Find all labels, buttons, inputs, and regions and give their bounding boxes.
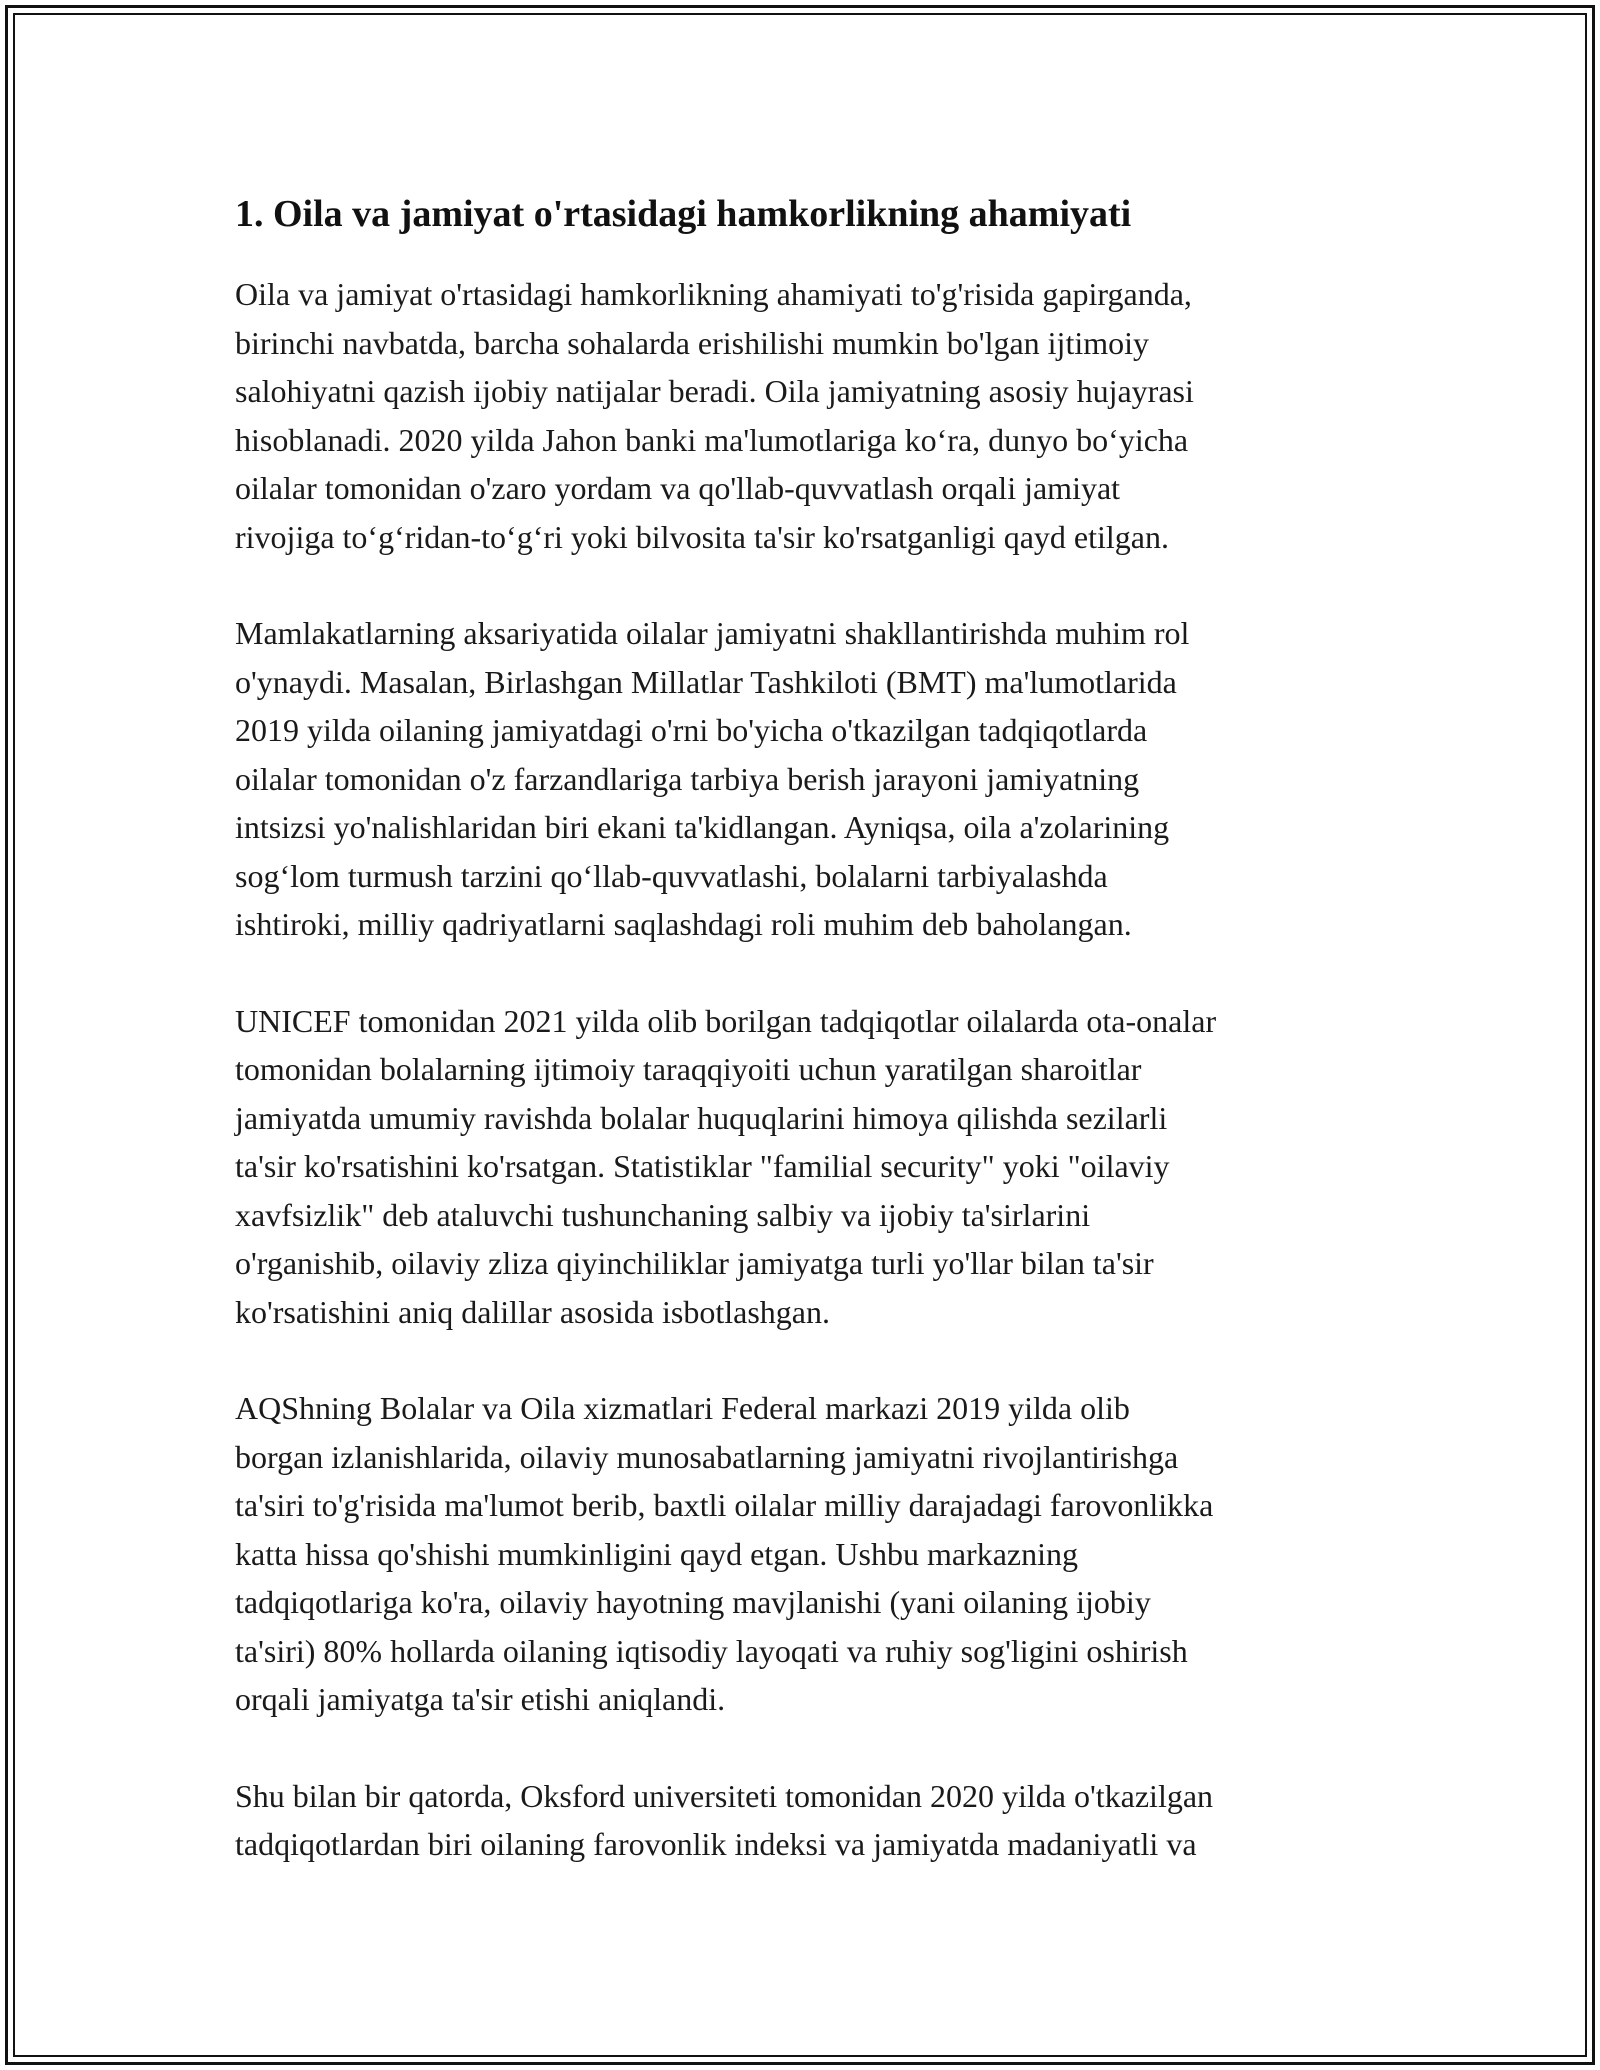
text-line: ta'siri to'g'risida ma'lumot berib, baxtli oilalar milliy darajadagi farovonlikka bbox=[235, 1487, 1214, 1523]
text-line: AQShning Bolalar va Oila xizmatlari Federal markazi 2019 yilda olib bbox=[235, 1390, 1130, 1426]
text-line: oilalar tomonidan o'zaro yordam va qo'llab-quvvatlash orqali jamiyat bbox=[235, 470, 1121, 506]
text-line: rivojiga to‘g‘ridan-to‘g‘ri yoki bilvosita ta'sir ko'rsatganligi qayd etilgan. bbox=[235, 518, 1169, 555]
text-line: ko'rsatishini aniq dalillar asosida isbotlashgan. bbox=[235, 1293, 830, 1330]
text-line: sog‘lom turmush tarzini qo‘llab-quvvatlashi, bolalarni tarbiyalashda bbox=[235, 857, 1108, 894]
text-line: tomonidan bolalarning ijtimoiy taraqqiyoiti uchun yaratilgan sharoitlar bbox=[235, 1051, 1142, 1087]
text-line: ishtiroki, milliy qadriyatlarni saqlashdagi roli muhim deb baholangan. bbox=[235, 906, 1132, 942]
text-line: Mamlakatlarning aksariyatida oilalar jamiyatni shakllantirishda muhim rol bbox=[235, 615, 1190, 651]
text-line: ta'siri) 80% hollarda oilaning iqtisodiy layoqati va ruhiy sog'ligini oshirish bbox=[235, 1632, 1188, 1669]
text-line: jamiyatda umumiy ravishda bolalar huquqlarini himoya qilishda sezilarli bbox=[235, 1099, 1168, 1136]
text-line: o'ynaydi. Masalan, Birlashgan Millatlar Tashkiloti (BMT) ma'lumotlarida bbox=[235, 663, 1177, 700]
section-heading: 1. Oila va jamiyat o'rtasidagi hamkorlikning ahamiyati bbox=[235, 193, 1132, 235]
text-line: Oila va jamiyat o'rtasidagi hamkorlikning ahamiyati to'g'risida gapirganda, bbox=[235, 276, 1192, 312]
text-line: katta hissa qo'shishi mumkinligini qayd etgan. Ushbu markazning bbox=[235, 1535, 1078, 1572]
text-line: borgan izlanishlarida, oilaviy munosabatlarning jamiyatni rivojlantirishga bbox=[235, 1438, 1179, 1475]
text-line: salohiyatni qazish ijobiy natijalar beradi. Oila jamiyatning asosiy hujayrasi bbox=[235, 373, 1194, 409]
text-line: intsizsi yo'nalishlaridan biri ekani ta'kidlangan. Ayniqsa, oila a'zolarining bbox=[235, 809, 1170, 845]
paragraph-5 bbox=[235, 1772, 1375, 1869]
text-line: tadqiqotlariga ko'ra, oilaviy hayotning mavjlanishi (yani oilaning ijobiy bbox=[235, 1584, 1151, 1620]
text-line: 2019 yilda oilaning jamiyatdagi o'rni bo'yicha o'tkazilgan tadqiqotlarda bbox=[235, 712, 1148, 748]
text-line: orqali jamiyatga ta'sir etishi aniqlandi. bbox=[235, 1681, 726, 1717]
text-line: UNICEF tomonidan 2021 yilda olib borilgan tadqiqotlar oilalarda ota-onalar bbox=[235, 1002, 1217, 1039]
text-line: birinchi navbatda, barcha sohalarda erishilishi mumkin bo'lgan ijtimoiy bbox=[235, 324, 1149, 361]
document-body bbox=[235, 188, 1375, 1917]
text-line: oilalar tomonidan o'z farzandlariga tarbiya berish jarayoni jamiyatning bbox=[235, 760, 1140, 797]
paragraph-1 bbox=[235, 270, 1375, 561]
paragraph-2 bbox=[235, 609, 1375, 949]
text-line: hisoblanadi. 2020 yilda Jahon banki ma'lumotlariga ko‘ra, dunyo bo‘yicha bbox=[235, 421, 1189, 458]
text-line: o'rganishib, oilaviy zliza qiyinchiliklar jamiyatga turli yo'llar bilan ta'sir bbox=[235, 1245, 1154, 1281]
text-line: ta'sir ko'rsatishini ko'rsatgan. Statistiklar "familial security" yoki "oilaviy bbox=[235, 1148, 1170, 1184]
text-line: Shu bilan bir qatorda, Oksford universiteti tomonidan 2020 yilda o'tkazilgan bbox=[235, 1777, 1214, 1814]
text-line: xavfsizlik" deb ataluvchi tushunchaning salbiy va ijobiy ta'sirlarini bbox=[235, 1196, 1091, 1233]
paragraph-4 bbox=[235, 1384, 1375, 1724]
paragraph-3 bbox=[235, 997, 1375, 1337]
text-line: tadqiqotlardan biri oilaning farovonlik indeksi va jamiyatda madaniyatli va bbox=[235, 1826, 1197, 1862]
